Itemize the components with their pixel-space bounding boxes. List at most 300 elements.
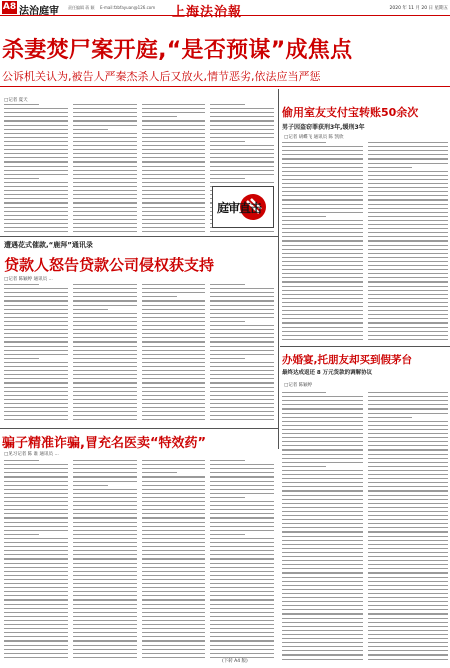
court-report-logo: [212, 186, 274, 228]
text-line: [368, 314, 449, 315]
side2-subhead: 最终达成返还 8 万元货款的调解协议: [282, 370, 373, 376]
text-line: [368, 183, 449, 184]
text-line: [73, 558, 137, 559]
text-line: [4, 288, 68, 289]
text-line: [282, 191, 363, 192]
text-line: [142, 305, 206, 306]
text-line: [4, 538, 68, 539]
text-line: [142, 296, 177, 297]
lead-byline: □记者 夏天: [4, 98, 28, 103]
text-line: [368, 298, 449, 299]
text-line: [142, 620, 206, 621]
text-line: [368, 597, 449, 598]
text-line: [368, 470, 449, 471]
text-line: [73, 174, 137, 175]
text-line: [73, 640, 137, 641]
text-line: [368, 560, 449, 561]
text-line: [282, 199, 363, 200]
text-line: [73, 620, 137, 621]
text-line: [73, 300, 137, 301]
text-line: [282, 581, 363, 582]
text-line: [73, 227, 137, 228]
text-line: [4, 505, 68, 506]
text-line: [282, 392, 326, 393]
text-line: [4, 493, 68, 494]
text-line: [4, 501, 68, 502]
text-line: [73, 194, 137, 195]
text-line: [210, 645, 274, 646]
text-line: [4, 292, 68, 293]
text-line: [142, 604, 206, 605]
text-line: [73, 460, 137, 461]
text-line: [73, 575, 137, 576]
text-line: [282, 458, 363, 459]
text-line: [282, 253, 363, 254]
text-line: [73, 346, 137, 347]
text-line: [142, 166, 206, 167]
text-line: [282, 437, 363, 438]
text-line: [368, 519, 449, 520]
text-line: [210, 608, 274, 609]
text-line: [368, 167, 412, 168]
text-line: [368, 585, 449, 586]
text-line: [368, 654, 449, 655]
text-line: [368, 527, 449, 528]
text-line: [4, 653, 68, 654]
text-line: [210, 141, 245, 142]
text-line: [142, 116, 177, 117]
text-line: [73, 296, 137, 297]
text-line: [282, 572, 363, 573]
text-line: [142, 460, 206, 461]
text-line: [142, 493, 206, 494]
text-line: [73, 608, 137, 609]
text-line: [4, 174, 68, 175]
text-line: [210, 133, 274, 134]
text-line: [210, 546, 274, 547]
section-number-badge: A8: [2, 2, 17, 12]
text-line: [73, 202, 137, 203]
text-line: [368, 462, 449, 463]
text-line: [210, 333, 274, 334]
text-line: [210, 419, 274, 420]
text-line: [142, 300, 206, 301]
text-line: [282, 245, 363, 246]
text-line: [4, 472, 68, 473]
text-line: [4, 341, 68, 342]
text-line: [368, 269, 449, 270]
text-line: [368, 265, 449, 266]
text-line: [210, 493, 274, 494]
text-line: [210, 407, 274, 408]
story2-top-rule: [0, 236, 278, 237]
text-line: [73, 595, 137, 596]
text-line: [368, 310, 449, 311]
text-line: [142, 211, 206, 212]
text-line: [368, 503, 449, 504]
text-line: [73, 321, 137, 322]
text-line: [4, 415, 68, 416]
text-line: [4, 411, 68, 412]
text-line: [73, 354, 137, 355]
text-line: [282, 277, 363, 278]
text-line: [73, 382, 137, 383]
text-line: [368, 171, 449, 172]
text-line: [368, 593, 449, 594]
text-line: [142, 387, 206, 388]
text-line: [4, 509, 68, 510]
text-line: [282, 408, 363, 409]
text-line: [73, 522, 137, 523]
text-line: [210, 460, 245, 461]
text-line: [368, 601, 449, 602]
text-line: [4, 194, 68, 195]
text-line: [73, 403, 137, 404]
text-line: [210, 468, 274, 469]
text-line: [282, 224, 363, 225]
text-line: [73, 513, 137, 514]
text-line: [4, 604, 68, 605]
text-line: [73, 599, 137, 600]
text-line: [4, 321, 68, 322]
text-line: [142, 358, 206, 359]
text-line: [210, 174, 274, 175]
text-line: [4, 108, 68, 109]
text-line: [210, 534, 245, 535]
text-line: [73, 624, 137, 625]
text-line: [142, 325, 206, 326]
text-line: [282, 257, 363, 258]
text-line: [282, 331, 363, 332]
text-line: [4, 481, 68, 482]
text-line: [210, 579, 274, 580]
text-line: [73, 591, 137, 592]
side2-body-text: [282, 392, 448, 662]
text-line: [73, 538, 137, 539]
text-line: [4, 284, 39, 285]
text-line: [210, 325, 274, 326]
text-line: [73, 337, 137, 338]
text-line: [73, 288, 137, 289]
text-line: [210, 350, 274, 351]
text-line: [4, 207, 68, 208]
text-line: [4, 395, 68, 396]
text-line: [4, 116, 68, 117]
text-line: [210, 309, 274, 310]
text-line: [4, 231, 68, 232]
text-line: [210, 288, 274, 289]
column-divider: [278, 89, 279, 449]
text-line: [4, 223, 68, 224]
text-line: [73, 305, 137, 306]
text-line: [368, 466, 449, 467]
text-line: [142, 231, 206, 232]
text-line: [142, 382, 206, 383]
text-line: [368, 495, 449, 496]
text-line: [282, 609, 363, 610]
text-line: [142, 595, 206, 596]
text-line: [73, 157, 137, 158]
text-line: [142, 104, 206, 105]
text-line: [282, 220, 363, 221]
text-line: [4, 157, 68, 158]
text-line: [142, 587, 206, 588]
text-line: [73, 407, 137, 408]
text-line: [142, 657, 206, 658]
text-line: [4, 616, 68, 617]
text-line: [368, 158, 449, 159]
text-line: [210, 182, 274, 183]
text-line: [142, 182, 206, 183]
text-line: [368, 609, 449, 610]
text-line: [210, 476, 274, 477]
text-line: [282, 601, 363, 602]
text-line: [368, 458, 449, 459]
text-line: [73, 571, 137, 572]
text-line: [282, 281, 363, 282]
text-line: [73, 411, 137, 412]
story3-body-text: [4, 460, 274, 660]
text-line: [142, 481, 206, 482]
text-line: [73, 653, 137, 654]
text-line: [73, 153, 137, 154]
text-line: [73, 489, 137, 490]
text-line: [368, 224, 449, 225]
text-line: [4, 305, 68, 306]
text-line: [142, 378, 206, 379]
text-line: [282, 269, 363, 270]
text-line: [282, 228, 363, 229]
text-line: [4, 112, 68, 113]
text-line: [142, 415, 206, 416]
side1-headline: 偷用室友支付宝转账50余次: [282, 106, 419, 119]
text-line: [73, 391, 137, 392]
text-line: [4, 317, 68, 318]
text-line: [210, 550, 274, 551]
text-line: [210, 329, 274, 330]
text-line: [4, 358, 39, 359]
text-line: [368, 331, 449, 332]
lead-subhead: 公诉机关认为,被告人严秦杰杀人后又放火,情节恶劣,依法应当严惩: [2, 70, 321, 83]
text-line: [368, 290, 449, 291]
text-line: [4, 125, 68, 126]
text-line: [282, 322, 363, 323]
text-line: [4, 567, 68, 568]
text-line: [210, 636, 274, 637]
text-line: [142, 464, 206, 465]
text-line: [73, 415, 137, 416]
text-line: [73, 116, 137, 117]
story3-top-rule: [0, 428, 278, 429]
text-line: [210, 563, 274, 564]
text-line: [210, 509, 274, 510]
text-line: [73, 485, 108, 486]
text-line: [142, 542, 206, 543]
text-line: [282, 179, 363, 180]
text-line: [210, 284, 245, 285]
editor-info: 责任编辑 蒋 颖: [68, 5, 95, 10]
text-line: [282, 204, 363, 205]
text-line: [210, 624, 274, 625]
text-line: [368, 548, 449, 549]
section-name: 法治庭审: [19, 6, 59, 17]
text-line: [142, 624, 206, 625]
text-line: [73, 333, 137, 334]
text-line: [282, 175, 363, 176]
text-line: [73, 501, 137, 502]
side1-body-text: [282, 142, 448, 342]
text-line: [4, 137, 68, 138]
text-line: [282, 462, 363, 463]
text-line: [282, 630, 363, 631]
text-line: [142, 583, 206, 584]
text-line: [368, 638, 449, 639]
text-line: [368, 179, 449, 180]
text-line: [282, 626, 363, 627]
text-line: [282, 638, 363, 639]
text-line: [210, 558, 274, 559]
text-line: [368, 622, 449, 623]
text-line: [73, 632, 137, 633]
text-line: [210, 538, 274, 539]
text-line: [282, 646, 363, 647]
story2-byline: □记者 陈颖婷 通讯员 ...: [4, 277, 53, 282]
text-line: [142, 608, 206, 609]
text-line: [4, 632, 68, 633]
text-line: [73, 207, 137, 208]
text-line: [368, 199, 449, 200]
text-line: [142, 227, 206, 228]
story2-kicker: 遭遇花式催款,“鹿拜”通讯录: [4, 241, 93, 249]
text-line: [73, 317, 137, 318]
text-line: [282, 650, 363, 651]
text-line: [282, 327, 363, 328]
text-line: [210, 575, 274, 576]
text-line: [282, 216, 326, 217]
text-line: [73, 505, 137, 506]
text-line: [282, 585, 363, 586]
text-line: [210, 640, 274, 641]
text-line: [73, 313, 137, 314]
text-line: [4, 300, 68, 301]
text-line: [210, 149, 274, 150]
text-line: [4, 354, 68, 355]
text-line: [282, 236, 363, 237]
text-line: [368, 240, 449, 241]
text-line: [4, 399, 68, 400]
text-line: [368, 281, 449, 282]
text-line: [368, 642, 449, 643]
text-line: [142, 649, 206, 650]
text-line: [4, 620, 68, 621]
text-line: [210, 161, 274, 162]
text-line: [210, 485, 274, 486]
text-line: [282, 618, 363, 619]
text-line: [282, 339, 363, 340]
text-line: [73, 125, 137, 126]
text-line: [4, 202, 68, 203]
text-line: [142, 288, 206, 289]
continued-note: (下转 A4 版): [222, 659, 248, 664]
text-line: [282, 163, 363, 164]
text-line: [4, 145, 68, 146]
text-line: [282, 413, 363, 414]
text-line: [368, 208, 449, 209]
text-line: [4, 546, 68, 547]
text-line: [142, 198, 206, 199]
text-line: [4, 599, 68, 600]
text-line: [142, 538, 206, 539]
text-line: [142, 563, 206, 564]
text-line: [282, 482, 363, 483]
text-line: [142, 640, 206, 641]
text-line: [282, 286, 363, 287]
text-line: [142, 178, 206, 179]
text-line: [73, 612, 137, 613]
text-line: [142, 628, 206, 629]
text-line: [368, 142, 449, 143]
text-line: [210, 358, 245, 359]
text-line: [368, 413, 449, 414]
text-line: [368, 261, 449, 262]
text-line: [142, 399, 206, 400]
text-line: [4, 464, 68, 465]
text-line: [142, 550, 206, 551]
text-line: [142, 333, 206, 334]
text-line: [73, 554, 137, 555]
text-line: [368, 163, 449, 164]
text-line: [142, 309, 206, 310]
text-line: [73, 517, 137, 518]
text-line: [210, 125, 274, 126]
text-line: [210, 472, 274, 473]
text-line: [142, 190, 206, 191]
text-line: [282, 294, 363, 295]
text-line: [368, 449, 449, 450]
text-line: [282, 261, 363, 262]
text-line: [368, 425, 449, 426]
masthead-logo: 上海法治報: [172, 5, 243, 20]
text-line: [282, 146, 363, 147]
text-line: [142, 579, 206, 580]
text-line: [73, 550, 137, 551]
text-line: [142, 472, 177, 473]
text-line: [210, 157, 274, 158]
text-line: [73, 497, 137, 498]
text-line: [368, 634, 449, 635]
text-line: [282, 142, 326, 143]
text-line: [142, 153, 206, 154]
text-line: [142, 346, 206, 347]
text-line: [368, 552, 449, 553]
text-line: [73, 583, 137, 584]
text-line: [4, 309, 68, 310]
text-line: [282, 642, 363, 643]
text-line: [73, 161, 137, 162]
text-line: [368, 204, 449, 205]
text-line: [210, 296, 274, 297]
text-line: [4, 587, 68, 588]
text-line: [73, 542, 137, 543]
text-line: [4, 591, 68, 592]
text-line: [73, 509, 137, 510]
text-line: [73, 636, 137, 637]
text-line: [282, 577, 363, 578]
text-line: [73, 546, 137, 547]
text-line: [73, 350, 137, 351]
text-line: [282, 531, 363, 532]
text-line: [210, 366, 274, 367]
